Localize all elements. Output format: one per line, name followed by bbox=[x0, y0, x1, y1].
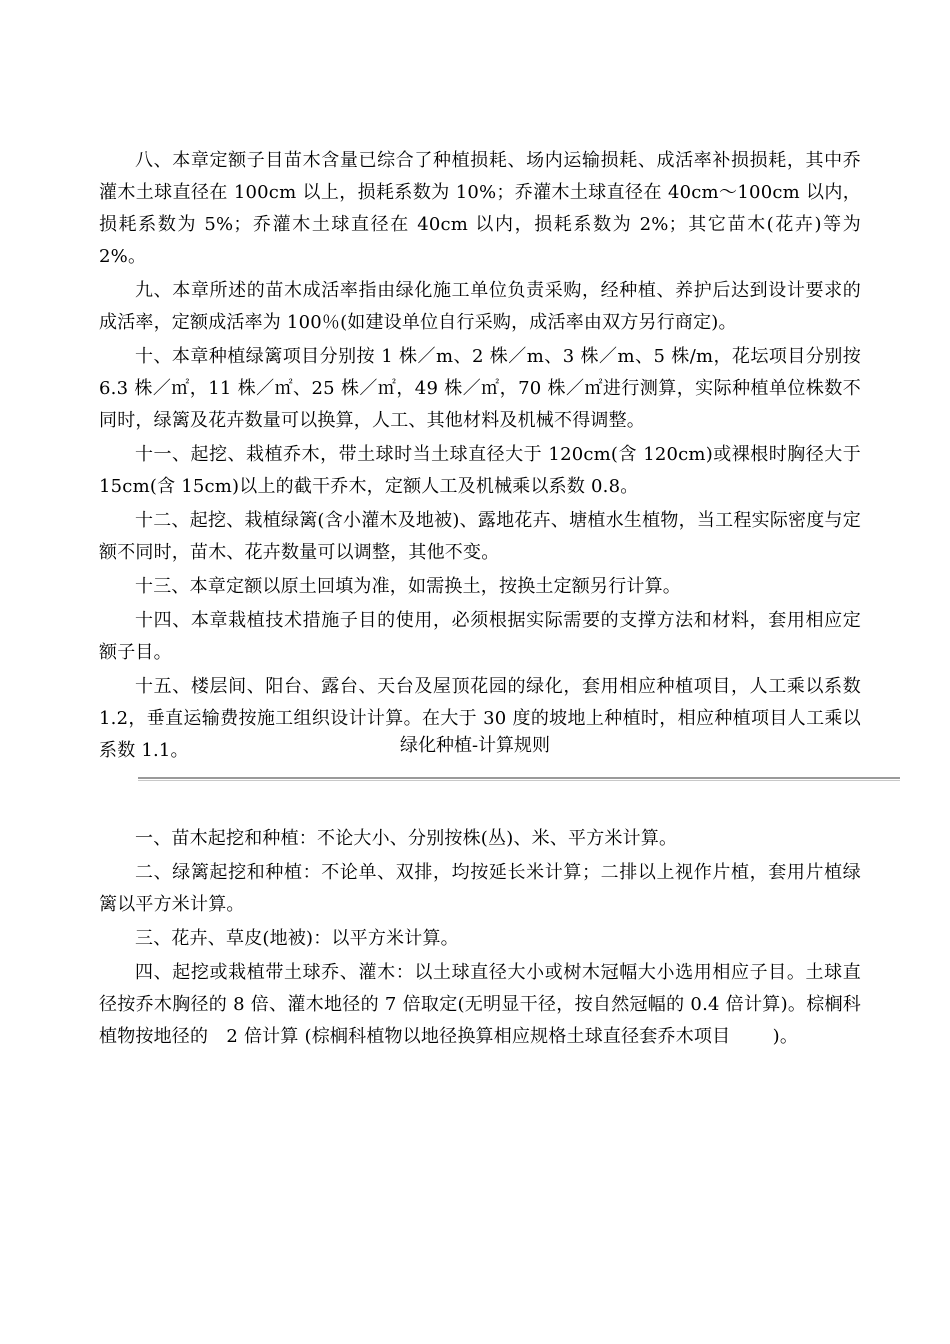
calc-rule-1: 一、苗木起挖和种植：不论大小、分别按株(丛)、米、平方米计算。 bbox=[135, 828, 678, 849]
rule-paragraph-12: 十二、起挖、栽植绿篱(含小灌木及地被)、露地花卉、塘植水生植物，当工程实际密度与定额不同时，苗木、花卉数量可以调整，其他不变。 bbox=[99, 510, 861, 563]
rule-paragraph-11: 十一、起挖、栽植乔木，带土球时当土球直径大于 120cm(含 120cm)或裸根时胸径大于 15cm(含 15cm)以上的截干乔木，定额人工及机械乘以系数 0.8。 bbox=[99, 444, 861, 497]
rule-paragraph-13: 十三、本章定额以原土回填为准，如需换土，按换土定额另行计算。 bbox=[135, 576, 681, 597]
rule-paragraph-15: 十五、楼层间、阳台、露台、天台及屋顶花园的绿化，套用相应种植项目，人工乘以系数 1.2，垂直运输费按施工组织设计计算。在大于 30 度的坡地上种植时，相应种植项目人工乘以系数 1.1。 bbox=[99, 676, 861, 761]
rule-paragraph-10: 十、本章种植绿篱项目分别按 1 株／m、2 株／m、3 株／m、5 株/m，花坛项目分别按 6.3 株／㎡，11 株／㎡、25 株／㎡，49 株／㎡，70 株／㎡进行测算，实际种植单位株数不同时，绿篱及花卉数量可以换算，人工、其他材料及机械不得调整。 bbox=[99, 346, 861, 431]
section-title: 绿化种植-计算规则 bbox=[399, 735, 551, 756]
calculation-rules-section bbox=[99, 823, 861, 1053]
calculation-notes-section bbox=[99, 145, 861, 767]
rule-paragraph-8: 八、本章定额子目苗木含量已综合了种植损耗、场内运输损耗、成活率补损损耗，其中乔灌木土球直径在 100cm 以上，损耗系数为 10%；乔灌木土球直径在 40cm～100cm 以内，损耗系数为 5%；乔灌木土球直径在 40cm 以内，损耗系数为 2%；其它苗木(花卉)等为 2%。 bbox=[99, 150, 861, 267]
calc-rule-3: 三、花卉、草皮(地被)：以平方米计算。 bbox=[135, 928, 459, 949]
rule-paragraph-9: 九、本章所述的苗木成活率指由绿化施工单位负责采购，经种植、养护后达到设计要求的成活率，定额成活率为 100％(如建设单位自行采购，成活率由双方另行商定)。 bbox=[99, 280, 861, 333]
rule-paragraph-14: 十四、本章栽植技术措施子目的使用，必须根据实际需要的支撑方法和材料，套用相应定额子目。 bbox=[99, 610, 861, 663]
section-divider bbox=[138, 777, 900, 781]
calc-rule-4: 四、起挖或栽植带土球乔、灌木：以土球直径大小或树木冠幅大小选用相应子目。土球直径按乔木胸径的 8 倍、灌木地径的 7 倍取定(无明显干径，按自然冠幅的 0.4 倍计算)。棕榈科植物按地径的 2 倍计算 (棕榈科植物以地径换算相应规格土球直径套乔木项目 )。 bbox=[99, 962, 861, 1047]
calc-rule-2: 二、绿篱起挖和种植：不论单、双排，均按延长米计算；二排以上视作片植，套用片植绿篱以平方米计算。 bbox=[99, 862, 861, 915]
